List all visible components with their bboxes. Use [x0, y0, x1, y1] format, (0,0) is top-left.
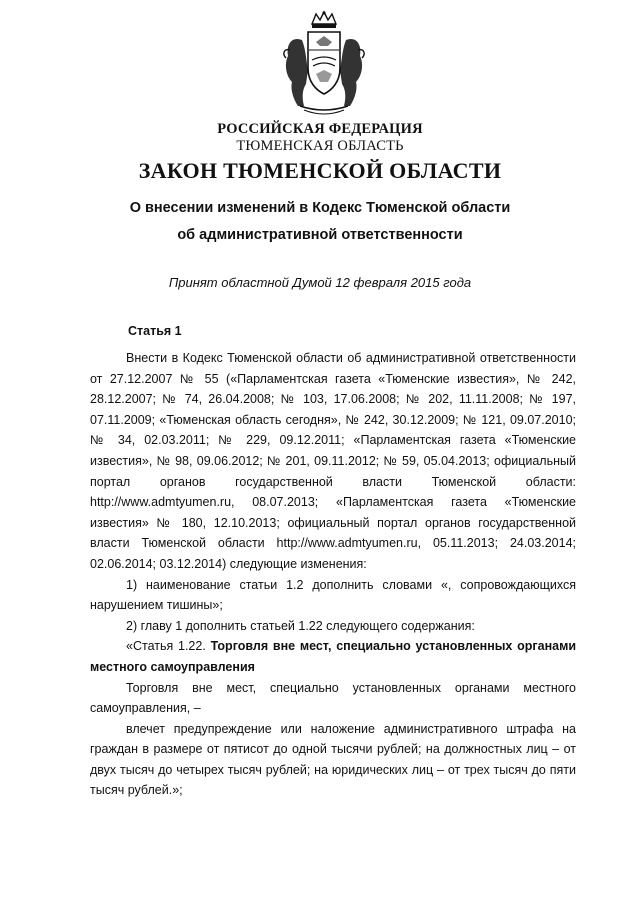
- new-article-text: Торговля вне мест, специально установленных органами местного самоуправления, –: [90, 680, 576, 716]
- law-subtitle-line-2: об административной ответственности: [177, 227, 463, 243]
- law-title: ЗАКОН ТЮМЕНСКОЙ ОБЛАСТИ: [138, 158, 502, 183]
- region-heading: ТЮМЕНСКАЯ ОБЛАСТЬ: [236, 138, 404, 154]
- law-subtitle-line-1: О внесении изменений в Кодекс Тюменской области: [129, 200, 511, 216]
- new-article-title: Торговля вне мест, специально установленных органами местного самоуправления: [90, 639, 576, 674]
- new-article-number: «Статья 1.22.: [126, 639, 206, 654]
- article-body: [90, 348, 576, 801]
- country-heading: РОССИЙСКАЯ ФЕДЕРАЦИЯ: [217, 121, 423, 137]
- adoption-note: Принят областной Думой 12 февраля 2015 года: [168, 275, 472, 290]
- amendment-item-1: 1) наименование статьи 1.2 дополнить словами «, сопровождающихся нарушением тишины»;: [90, 577, 576, 613]
- penalty-text: влечет предупреждение или наложение административного штрафа на граждан в размере от пятисот до одной тысячи рублей; на должностных лиц – от двух тысяч до четырех тысяч рублей; на юридических лиц – от трех тысяч до пяти тысяч рублей.»;: [90, 721, 576, 798]
- article-heading: Статья 1: [128, 324, 182, 338]
- new-article-heading: [90, 636, 576, 677]
- coat-of-arms-icon: [276, 10, 372, 118]
- article-intro: Внести в Кодекс Тюменской области об административной ответственности от 27.12.2007 № 55 («Парламентская газета «Тюменские известия», № 242, 28.12.2007; № 74, 26.04.2008; № 103, 17.06.2008; № 202, 11.11.2008; № 197, 07.11.2009; «Тюменская область сегодня», № 242, 30.12.2009; № 121, 09.07.2010; № 34, 02.03.2011; № 229, 09.12.2011; «Парламентская газета «Тюменские известия», № 98, 09.06.2012; № 201, 09.11.2012; № 59, 05.04.2013; официальный портал органов государственной власти Тюменской области: http://www.admtyumen.ru, 08.07.2013; «Парламентская газета «Тюменские известия» № 180, 12.10.2013; официальный портал органов государственной власти Тюменской области http://www.admtyumen.ru, 05.11.2013; 24.03.2014; 02.06.2014; 03.12.2014) следующие изменения:: [90, 351, 576, 571]
- amendment-item-2: 2) главу 1 дополнить статьей 1.22 следующего содержания:: [126, 618, 475, 633]
